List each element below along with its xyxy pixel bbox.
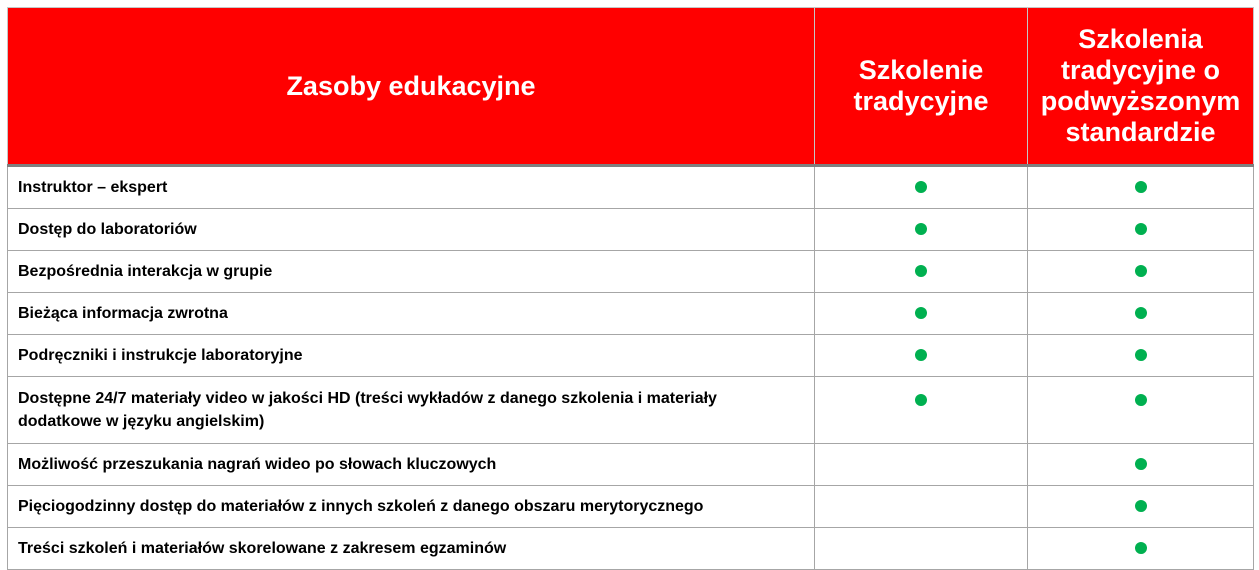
green-dot-icon	[915, 394, 927, 406]
green-dot-icon	[1135, 500, 1147, 512]
green-dot-icon	[915, 265, 927, 277]
table-row	[8, 166, 1254, 209]
cell-enhanced	[1028, 444, 1254, 486]
green-dot-icon	[1135, 307, 1147, 319]
table-row	[8, 293, 1254, 335]
row-label: Dostęp do laboratoriów	[8, 209, 815, 251]
cell-traditional	[815, 444, 1028, 486]
cell-traditional	[815, 293, 1028, 335]
cell-enhanced	[1028, 251, 1254, 293]
table-row	[8, 486, 1254, 528]
green-dot-icon	[915, 307, 927, 319]
cell-enhanced	[1028, 335, 1254, 377]
row-label: Podręczniki i instrukcje laboratoryjne	[8, 335, 815, 377]
table-row	[8, 335, 1254, 377]
table-body	[8, 166, 1254, 570]
green-dot-icon	[915, 223, 927, 235]
green-dot-icon	[1135, 265, 1147, 277]
cell-enhanced	[1028, 293, 1254, 335]
row-label: Bieżąca informacja zwrotna	[8, 293, 815, 335]
row-label: Pięciogodzinny dostęp do materiałów z innych szkoleń z danego obszaru merytorycznego	[8, 486, 815, 528]
cell-traditional	[815, 486, 1028, 528]
green-dot-icon	[1135, 458, 1147, 470]
row-label: Możliwość przeszukania nagrań wideo po słowach kluczowych	[8, 444, 815, 486]
row-label: Dostępne 24/7 materiały video w jakości HD (treści wykładów z danego szkolenia i materiały dodatkowe w języku angielskim)	[8, 377, 815, 444]
row-label: Instruktor – ekspert	[8, 166, 815, 209]
cell-traditional	[815, 166, 1028, 209]
green-dot-icon	[1135, 394, 1147, 406]
green-dot-icon	[915, 181, 927, 193]
row-label: Bezpośrednia interakcja w grupie	[8, 251, 815, 293]
cell-enhanced	[1028, 528, 1254, 570]
green-dot-icon	[915, 349, 927, 361]
cell-traditional	[815, 377, 1028, 444]
row-label: Treści szkoleń i materiałów skorelowane z zakresem egzaminów	[8, 528, 815, 570]
green-dot-icon	[1135, 181, 1147, 193]
cell-traditional	[815, 528, 1028, 570]
comparison-table	[7, 7, 1254, 570]
table-row	[8, 209, 1254, 251]
table-row	[8, 251, 1254, 293]
header-traditional: Szkolenie tradycyjne	[815, 8, 1028, 166]
cell-traditional	[815, 251, 1028, 293]
header-resources: Zasoby edukacyjne	[8, 8, 815, 166]
table-row	[8, 377, 1254, 444]
cell-enhanced	[1028, 377, 1254, 444]
green-dot-icon	[1135, 542, 1147, 554]
cell-enhanced	[1028, 486, 1254, 528]
cell-traditional	[815, 335, 1028, 377]
cell-enhanced	[1028, 166, 1254, 209]
table-row	[8, 528, 1254, 570]
cell-enhanced	[1028, 209, 1254, 251]
table-row	[8, 444, 1254, 486]
cell-traditional	[815, 209, 1028, 251]
green-dot-icon	[1135, 223, 1147, 235]
header-enhanced: Szkolenia tradycyjne o podwyższonym standardzie	[1028, 8, 1254, 166]
green-dot-icon	[1135, 349, 1147, 361]
header-row	[8, 8, 1254, 166]
